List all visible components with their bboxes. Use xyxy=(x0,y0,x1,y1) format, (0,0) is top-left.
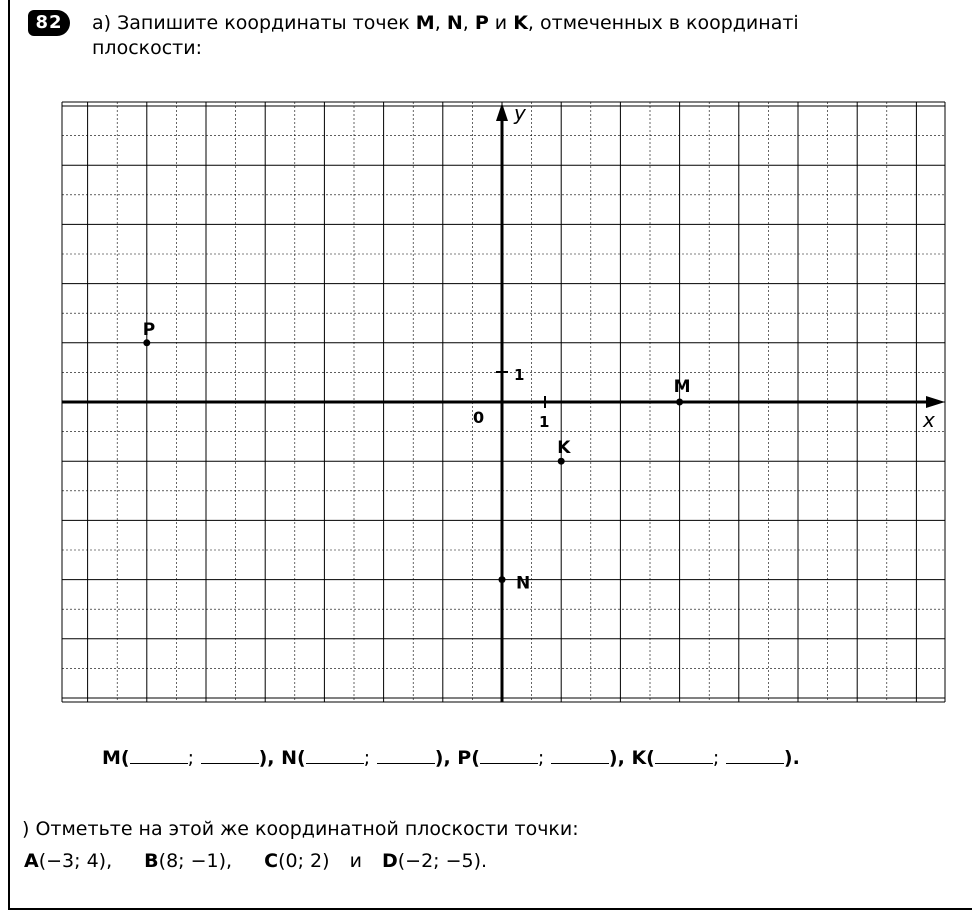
answer-n-x-blank[interactable] xyxy=(306,749,364,764)
point-m-dot xyxy=(676,399,683,406)
y-unit-label: 1 xyxy=(514,366,525,384)
answer-p-x-blank[interactable] xyxy=(480,749,538,764)
answer-k-y-blank[interactable] xyxy=(726,749,784,764)
point-b-item xyxy=(144,850,232,872)
answer-end: ). xyxy=(783,747,800,769)
answer-n-open: ), N( xyxy=(258,747,306,769)
task-b-conj: и xyxy=(349,850,362,872)
answer-k-open: ), K( xyxy=(608,747,655,769)
point-c-item xyxy=(264,850,329,872)
answer-k-x-blank[interactable] xyxy=(655,749,713,764)
x-unit-label: 1 xyxy=(539,413,550,431)
task-a-line-2: плоскости: xyxy=(92,37,203,59)
answer-m-semicolon: ; xyxy=(187,747,194,769)
task-a-sep-1: , xyxy=(434,12,447,34)
answer-m-open: M( xyxy=(102,747,130,769)
task-a-conj: и xyxy=(488,12,514,34)
point-b-coords: (8; −1), xyxy=(158,850,233,872)
point-a-coords: (−3; 4), xyxy=(38,850,113,872)
point-c-name: C xyxy=(264,850,279,872)
point-a-item xyxy=(24,850,112,872)
point-p-dot xyxy=(143,339,150,346)
x-axis-label: x xyxy=(923,408,935,432)
point-d-coords: (−2; −5). xyxy=(397,850,488,872)
point-p-label: P xyxy=(142,319,156,340)
point-a-name: A xyxy=(24,850,39,872)
answer-p-y-blank[interactable] xyxy=(551,749,609,764)
problem-number-badge: 82 xyxy=(28,10,70,36)
task-a-prefix: а) Запишите координаты точек xyxy=(92,12,416,34)
answer-p-semicolon: ; xyxy=(537,747,545,769)
answer-k-semicolon: ; xyxy=(712,747,720,769)
point-m-label: M xyxy=(673,377,691,397)
answer-n-semicolon: ; xyxy=(363,747,371,769)
page-frame-bottom xyxy=(8,908,972,910)
answer-line xyxy=(102,747,800,769)
point-name-n: N xyxy=(446,12,463,34)
task-a-sep-2: , xyxy=(462,12,475,34)
answer-p-open: ), P( xyxy=(434,747,480,769)
point-n-dot xyxy=(499,576,506,583)
task-b-points xyxy=(24,850,513,872)
point-name-p: P xyxy=(474,12,489,34)
answer-n-y-blank[interactable] xyxy=(377,749,435,764)
point-k-label: K xyxy=(557,438,571,459)
point-c-coords: (0; 2) xyxy=(278,850,330,872)
plotted-points xyxy=(143,320,691,594)
answer-m-x-blank[interactable] xyxy=(130,749,188,764)
point-b-name: B xyxy=(144,850,159,872)
y-axis-label: y xyxy=(514,101,526,125)
x-axis-arrow-icon xyxy=(926,396,945,408)
task-a-suffix: , отмеченных в координаті xyxy=(527,12,799,34)
point-d-item xyxy=(382,850,487,872)
answer-m-y-blank[interactable] xyxy=(201,749,259,764)
point-k-dot xyxy=(558,458,565,465)
point-n-label: N xyxy=(516,573,531,594)
point-name-m: M xyxy=(415,12,435,34)
point-name-k: K xyxy=(513,12,528,34)
point-d-name: D xyxy=(381,850,398,872)
task-b-text: ) Отметьте на этой же координатной плоскости точки: xyxy=(22,818,579,840)
origin-label: 0 xyxy=(473,408,485,427)
